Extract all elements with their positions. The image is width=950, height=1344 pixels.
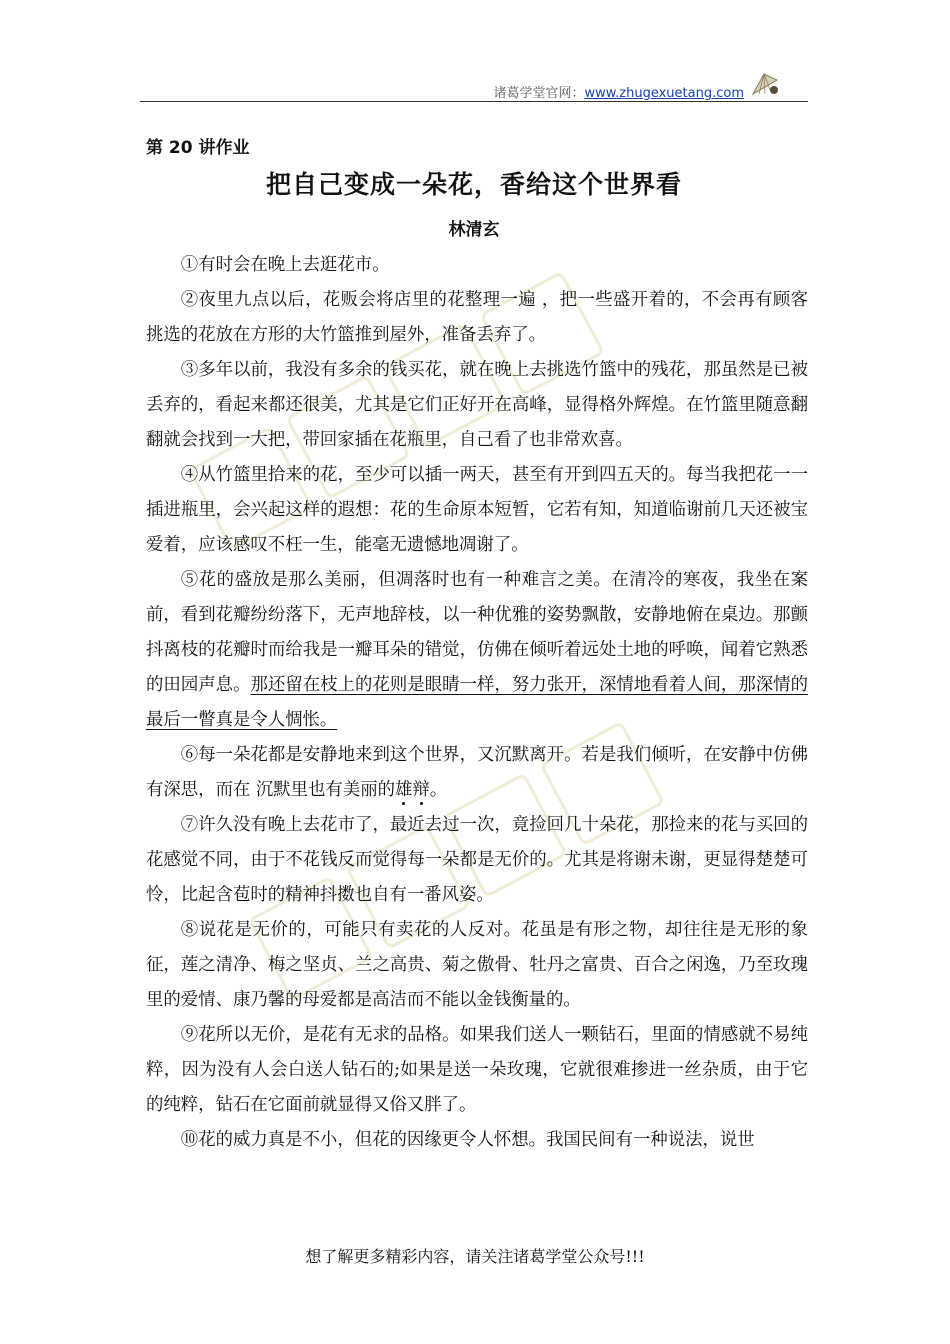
- feather-fan-icon: [750, 70, 780, 98]
- dotted-char-1: 雄: [395, 780, 413, 800]
- paragraph-9: ⑨花所以无价，是花有无求的品格。如果我们送人一颗钻石，里面的情感就不易纯粹，因为没有人会白送人钻石的;如果是送一朵玫瑰，它就很难掺进一丝杂质，由于它的纯粹，钻石在它面前就显得又俗又胖了。: [146, 1025, 808, 1115]
- lesson-label: 第 20 讲作业: [146, 138, 250, 158]
- article-body: [146, 248, 808, 1158]
- paragraph-5: [146, 563, 808, 738]
- paragraph-1: ①有时会在晚上去逛花市。: [180, 255, 390, 275]
- paragraph-2: ②夜里九点以后，花贩会将店里的花整理一遍 ，把一些盛开着的，不会再有顾客挑选的花放在方形的大竹篮推到屋外，准备丢弃了。: [146, 290, 808, 345]
- article-title: 把自己变成一朵花，香给这个世界看: [265, 170, 682, 199]
- site-info: [493, 82, 744, 101]
- paragraph-3: ③多年以前，我没有多余的钱买花，就在晚上去挑选竹篮中的残花，那虽然是已被丢弃的，看起来都还很美，尤其是它们正好开在高峰，显得格外辉煌。在竹篮里随意翻翻就会找到一大把，带回家插在花瓶里，自己看了也非常欢喜。: [146, 360, 808, 450]
- underlined-sentence: 那还留在枝上的花则是眼睛一样，努力张开，深情地看着人间，那深情的最后一瞥真是令人惆怅。: [146, 675, 808, 730]
- paragraph-7: ⑦许久没有晚上去花市了，最近去过一次，竟捡回几十朵花，那捡来的花与买回的花感觉不同，由于不花钱反而觉得每一朵都是无价的。尤其是将谢未谢，更显得楚楚可怜，比起含苞时的精神抖擞也自有一番风姿。: [146, 815, 808, 905]
- site-label: 诸葛学堂官网：: [493, 86, 585, 101]
- dotted-char-2: 辩: [412, 780, 430, 800]
- paragraph-10: ⑩花的威力真是不小，但花的因缘更令人怀想。我国民间有一种说法，说世: [180, 1130, 755, 1150]
- page-header: [140, 72, 808, 102]
- article-author: 林清玄: [448, 220, 500, 240]
- paragraph-6: [146, 738, 808, 808]
- paragraph-8: ⑧说花是无价的，可能只有卖花的人反对。花虽是有形之物，却往往是无形的象征，莲之清净、梅之坚贞、兰之高贵、菊之傲骨、牡丹之富贵、百合之闲逸，乃至玫瑰里的爱情、康乃馨的母爱都是高洁而不能以金钱衡量的。: [146, 920, 808, 1010]
- header-rule: [140, 101, 808, 102]
- paragraph-4: ④从竹篮里拾来的花，至少可以插一两天，甚至有开到四五天的。每当我把花一一插进瓶里，会兴起这样的遐想：花的生命原本短暂，它若有知，知道临谢前几天还被宝爱着，应该感叹不枉一生，能毫无遗憾地凋谢了。: [146, 465, 808, 555]
- page-footer: 想了解更多精彩内容，请关注诸葛学堂公众号!!!: [305, 1247, 645, 1266]
- paragraph-6-text: ⑥每一朵花都是安静地来到这个世界，又沉默离开。若是我们倾听，在安静中仿佛有深思，而在 沉默里也有美丽的: [146, 745, 808, 800]
- site-link[interactable]: www.zhugexuetang.com: [584, 86, 744, 101]
- paragraph-6-end: 。: [429, 780, 448, 800]
- paragraph-5-text: ⑤花的盛放是那么美丽，但凋落时也有一种难言之美。在清冷的寒夜，我坐在案前，看到花瓣纷纷落下，无声地辞枝，以一种优雅的姿势飘散，安静地俯在桌边。那颤抖离枝的花瓣时而给我是一瓣耳朵的错觉，仿佛在倾听着远处土地的呼唤，闻着它熟悉的田园声息。: [146, 570, 808, 695]
